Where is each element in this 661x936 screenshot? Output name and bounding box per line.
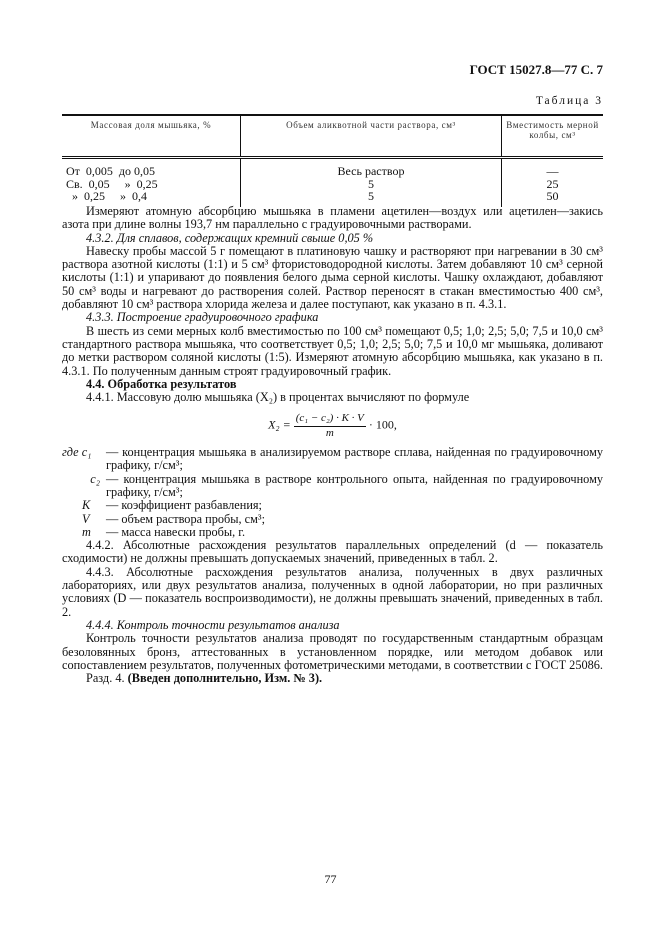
paragraph: Измеряют атомную абсорбцию мышьяка в пламени ацетилен—воздух или ацетилен—закись азота при длине волны 193,7 нм параллельно с градуировочными растворами. (62, 204, 603, 232)
cell: — (546, 164, 559, 178)
formula-tail: · 100, (368, 418, 397, 432)
cell: 5 (241, 178, 502, 191)
table-3 (62, 114, 603, 207)
column-header: Массовая доля мышьяка, % (62, 115, 241, 158)
definition (62, 499, 603, 512)
paragraph: 4.4.3. Абсолютные расхождения результатов анализа, полученных в двух различных лабораториях, или двух результатов анализа, полученных в одной лаборатории, но при различных условиях (D — показатель воспроизводимости), не должны превышать значений, приведенных в табл. 2. (62, 564, 603, 619)
numerator: (c₁ − c₂) · K · V (294, 412, 366, 426)
def-symbol: V (82, 511, 90, 526)
definition (62, 513, 603, 526)
def-text: — концентрация мышьяка в растворе контрольного опыта, найденная по градуировочному графику, г/см³; (106, 471, 603, 499)
paragraph: В шесть из семи мерных колб вместимостью по 100 см³ помещают 0,5; 1,0; 2,5; 5,0; 7,5 и 10,0 см³ стандартного раствора мышьяка, что соответствует 0,5; 1,0; 2,5; 5,0; 7,5 и 10,0 мг мышьяка, доливают до метки раствором соляной кислоты (1:5). Измеряют атомную абсорбцию мышьяка, как указано в п. 4.3.1. По полученным данным строят градуировочный график. (62, 323, 603, 378)
definition (62, 526, 603, 539)
subsection-heading: 4.3.2. Для сплавов, содержащих кремний свыше 0,05 % (86, 230, 374, 245)
paragraph: Навеску пробы массой 5 г помещают в платиновую чашку и растворяют при нагревании в 30 см³ раствора азотной кислоты (1:1) и 5 см³ фтористоводородной кислоты. Затем добавляют 10 см³ серной кислоты (1:1) и упаривают до появления белого дыма серной кислоты. Чашку охлаждают, добавляют 50 см³ воды и нагревают до растворения солей. Раствор переносят в стакан вместимостью 400 см³, добавляют 10 см³ раствора хлорида железа и далее поступают, как указано в п. 4.3.1. (62, 243, 603, 312)
cell: Св. 0,05 » 0,25 (62, 178, 241, 191)
fraction (294, 412, 366, 440)
def-text: — объем раствора пробы, см³; (106, 511, 266, 526)
denominator: m (325, 426, 334, 439)
table-row (62, 158, 603, 178)
page-number: 77 (324, 872, 337, 886)
column-header: Вместимость мерной колбы, см³ (502, 115, 604, 158)
paragraph: 4.4.2. Абсолютные расхождения результатов параллельных определений (d — показатель сходимости) не должны превышать допускаемых значений, приведенных в табл. 2. (62, 538, 603, 566)
def-text: — коэффициент разбавления; (106, 498, 262, 513)
cell: От 0,005 до 0,05 (62, 158, 241, 178)
def-text: — масса навески пробы, г. (106, 524, 246, 539)
def-symbol: c₂ (90, 471, 100, 486)
formula-lhs: X₂ = (268, 418, 291, 432)
body-text (62, 205, 603, 685)
def-symbol: K (82, 498, 91, 513)
cell: Весь раствор (241, 158, 502, 178)
subsection-heading: 4.4.4. Контроль точности результатов анализа (86, 617, 340, 632)
paragraph: 4.4.1. Массовую долю мышьяка (X₂) в процентах вычисляют по формуле (86, 390, 470, 405)
column-header: Объем аликвотной части раствора, см³ (241, 115, 502, 158)
def-text: — концентрация мышьяка в анализируемом растворе сплава, найденная по градуировочному графику, г/см³; (106, 445, 603, 473)
paragraph: Контроль точности результатов анализа проводят по государственным стандартным образцам безоловянных бронз, аттестованных в установленном порядке, или методом добавок или сопоставлением результатов, полученных фотометрическими методами, в соответствии с ГОСТ 25086. (62, 631, 604, 672)
def-symbol: m (82, 524, 91, 539)
cell: 50 (546, 189, 559, 203)
section-heading: 4.4. Обработка результатов (86, 376, 237, 391)
note-bold: (Введен дополнительно, Изм. № 3). (127, 671, 323, 686)
note-prefix: Разд. 4. (86, 671, 128, 686)
definition (62, 473, 603, 500)
cell: 25 (546, 176, 559, 191)
formula (62, 412, 603, 440)
cell: » 0,25 » 0,4 (62, 190, 241, 207)
definition (62, 446, 603, 473)
table-caption: Таблица 3 (535, 95, 603, 107)
subsection-heading: 4.3.3. Построение градуировочного графика (86, 310, 319, 325)
cell: 5 (241, 190, 502, 207)
amendment-note (62, 672, 603, 685)
page-header: ГОСТ 15027.8—77 С. 7 (469, 62, 603, 77)
definitions (62, 446, 603, 539)
def-symbol: где c₁ (62, 445, 92, 460)
